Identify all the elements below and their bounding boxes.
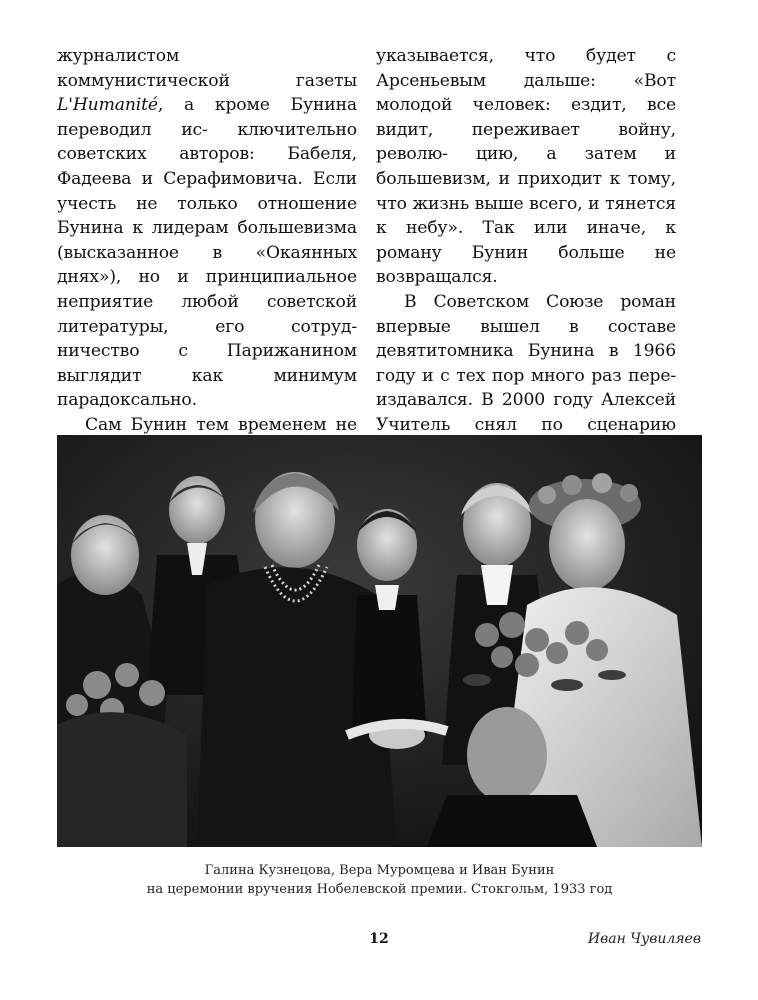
text-line: большевизма (высказанное в «Окаянных bbox=[57, 218, 357, 263]
text-line: журналистом коммунистической газеты bbox=[57, 46, 357, 91]
photo-caption bbox=[57, 861, 702, 899]
text-line: издавался. В 2000 году Алексей Учитель bbox=[376, 390, 676, 435]
text-line: ключительно советских авторов: Бабеля, bbox=[57, 119, 357, 165]
paragraph bbox=[57, 44, 357, 413]
photo-illustration bbox=[57, 435, 702, 847]
text-line: не только отношение Бунина к лидерам bbox=[57, 193, 357, 239]
text-line: к тому, что жизнь выше всего, и тянется bbox=[376, 168, 676, 214]
text-line: любой советской литературы, его сотруд- bbox=[57, 291, 357, 337]
text-line: указывается, что будет с Арсеньевым bbox=[376, 46, 676, 91]
text-line: дальше: «Вот молодой человек: ездит, bbox=[376, 70, 676, 116]
text-line: в 1966 году и с тех пор много раз пере- bbox=[376, 341, 676, 386]
text-line: Сам Бунин тем временем не bbox=[85, 414, 357, 435]
caption-line-2: на церемонии вручения Нобелевской премии. Стокгольм, 1933 год bbox=[146, 882, 613, 897]
text-line: снял по сценарию bbox=[474, 414, 676, 435]
text-line: вышел в составе девятитомника Бунина bbox=[376, 316, 676, 362]
text-line: В Советском Союзе роман впервые bbox=[376, 291, 676, 337]
text-line: L'Humanité, а кроме Бунина переводил ис- bbox=[57, 95, 357, 140]
text-line: цию, а затем и большевизм, и приходит bbox=[376, 144, 676, 189]
text-line: все видит, переживает войну, револю- bbox=[376, 95, 676, 165]
text-line: больше не возвращался. bbox=[376, 242, 676, 288]
text-line: ничество с Парижанином выглядит как bbox=[57, 341, 357, 386]
page-number: 12 bbox=[369, 931, 389, 947]
text-line: днях»), но и принципиальное неприятие bbox=[57, 267, 357, 312]
text-line: минимум парадоксально. bbox=[57, 365, 357, 411]
running-footer-author: Иван Чувиляев bbox=[587, 931, 701, 947]
nobel-ceremony-photo bbox=[57, 435, 702, 847]
text-line: к небу». Так или иначе, к роману Бунин bbox=[376, 218, 676, 263]
paragraph bbox=[376, 44, 676, 290]
text-line: Фадеева и Серафимовича. Если учесть bbox=[57, 168, 357, 214]
caption-line-1: Галина Кузнецова, Вера Муромцева и Иван Бунин bbox=[204, 863, 555, 878]
